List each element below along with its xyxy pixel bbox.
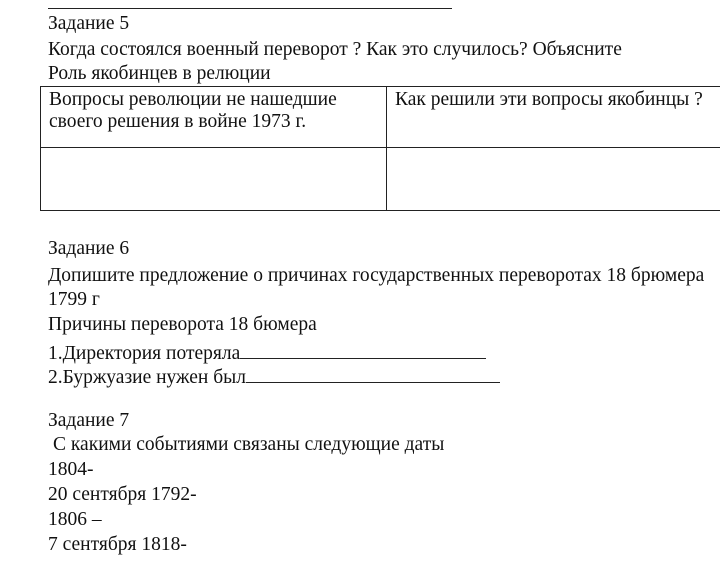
task6-item1-label: 1.Директория потеряла <box>48 343 241 364</box>
table-header-jacobin-solutions: Как решили эти вопросы якобинцы ? <box>387 87 720 148</box>
task5-question: Когда состоялся военный переворот ? Как это случилось? Объясните <box>48 39 622 60</box>
task7-date-4: 7 сентября 1818- <box>48 534 187 555</box>
task7-date-2: 20 сентября 1792- <box>48 484 197 505</box>
table-header-row <box>41 87 720 148</box>
task7-date-1: 1804- <box>48 459 94 480</box>
table-cell-answer-1[interactable] <box>41 148 387 211</box>
task6-causes-title: Причины переворота 18 бюмера <box>48 314 317 335</box>
task7-title: Задание 7 <box>48 410 130 431</box>
table-cell-answer-2[interactable] <box>387 148 720 211</box>
task6-item2-label: 2.Буржуазие нужен был <box>48 367 246 388</box>
task5-title: Задание 5 <box>48 13 130 34</box>
table-header-unresolved-questions: Вопросы революции не нашедшие своего решения в войне 1973 г. <box>41 87 387 148</box>
task6-instruction-line2: 1799 г <box>48 289 100 310</box>
task6-item2 <box>48 364 500 389</box>
top-divider-line <box>48 8 452 9</box>
task7-date-3: 1806 – <box>48 509 102 530</box>
task5-subtitle: Роль якобинцев в релюции <box>48 63 271 84</box>
answer-blank-1[interactable] <box>240 340 486 359</box>
answer-blank-2[interactable] <box>246 364 500 383</box>
task7-question: С какими событиями связаны следующие даты <box>53 434 445 455</box>
table-row <box>41 148 720 211</box>
task6-title: Задание 6 <box>48 238 130 259</box>
jacobins-table <box>40 86 720 211</box>
task6-item1 <box>48 340 486 365</box>
task6-instruction-line1: Допишите предложение о причинах государственных переворотах 18 брюмера <box>48 265 705 286</box>
